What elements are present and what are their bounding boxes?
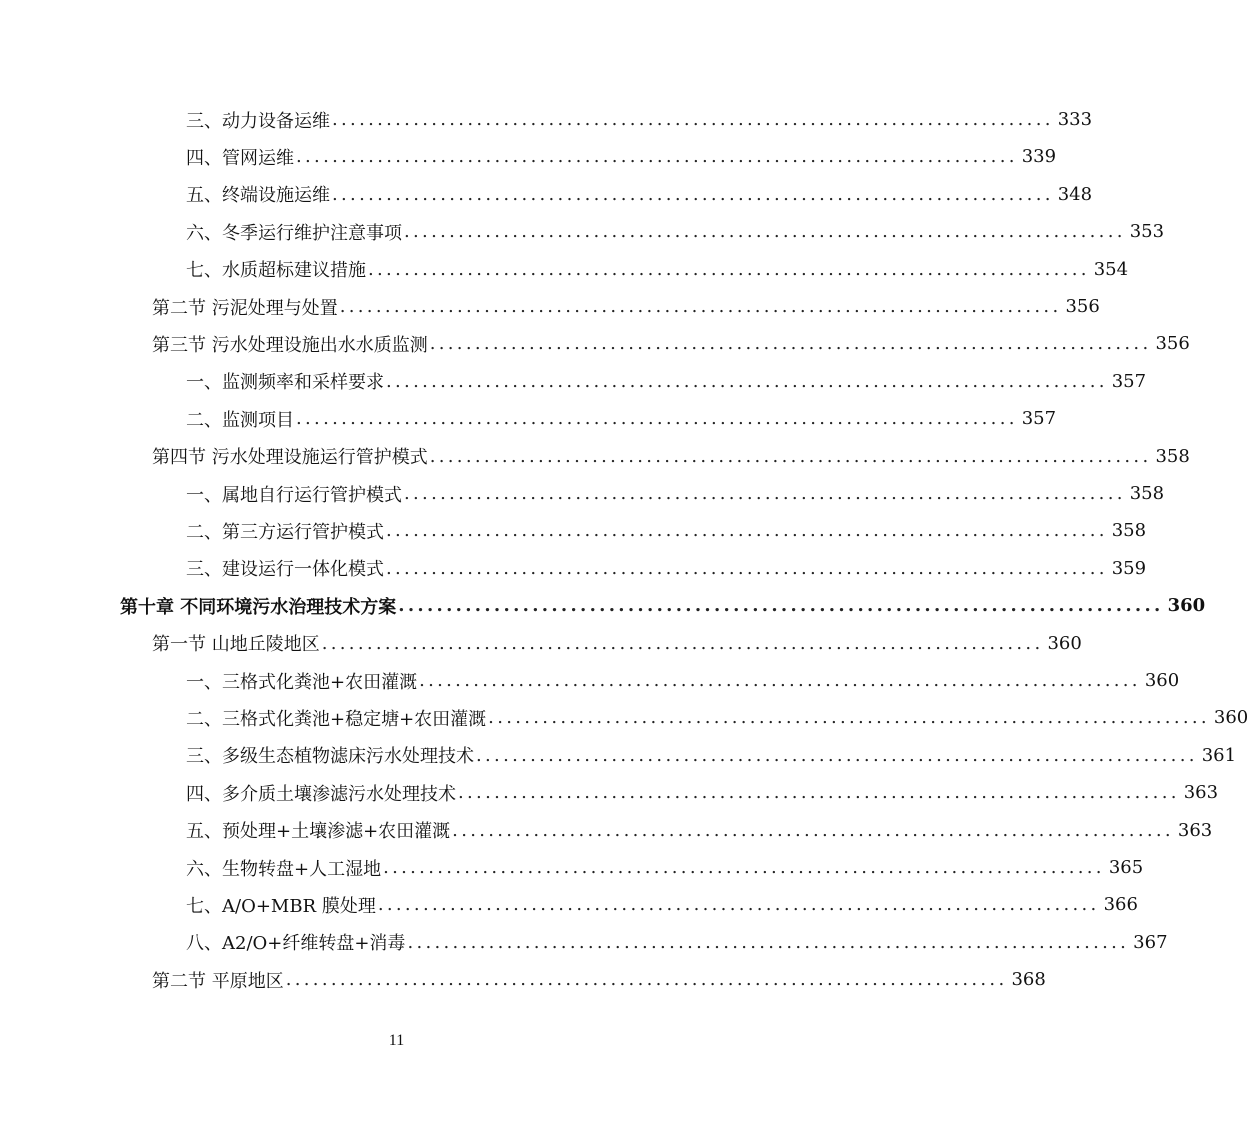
toc-entry[interactable] <box>152 961 1046 998</box>
dot-leader: ................................................................................ <box>407 931 1130 953</box>
dot-leader: ................................................................................ <box>377 894 1100 916</box>
dot-leader: ................................................................................ <box>386 557 1108 579</box>
toc-entry-title: 一、三格式化粪池+农田灌溉 <box>186 671 418 693</box>
toc-entry-page: 348 <box>1057 183 1093 205</box>
toc-entry-title: 八、A2/O+纤维转盘+消毒 <box>186 933 406 955</box>
toc-entry-title: 三、动力设备运维 <box>186 110 330 132</box>
dot-leader: ................................................................................ <box>332 109 1054 130</box>
toc-entry-page: 333 <box>1057 109 1093 130</box>
toc-entry[interactable] <box>186 475 1165 512</box>
toc-entry-page: 359 <box>1111 557 1147 579</box>
dot-leader: ................................................................................ <box>429 333 1152 355</box>
toc-entry-title: 七、A/O+MBR 膜处理 <box>186 895 376 917</box>
toc-entry[interactable] <box>152 625 1082 662</box>
toc-entry-page: 356 <box>1065 296 1100 317</box>
toc-entry[interactable] <box>186 213 1165 250</box>
toc-entry-page: 356 <box>1155 333 1190 355</box>
toc-entry[interactable] <box>186 251 1129 288</box>
toc-entry[interactable] <box>186 176 1093 213</box>
toc-entry[interactable] <box>186 662 1180 699</box>
toc-entry-title: 三、建设运行一体化模式 <box>186 559 384 581</box>
toc-entry-page: 368 <box>1011 969 1046 991</box>
toc-entry-page: 354 <box>1093 258 1129 280</box>
toc-entry[interactable] <box>152 438 1190 475</box>
toc-entry-page: 361 <box>1201 744 1237 766</box>
toc-entry[interactable] <box>120 587 1206 624</box>
toc-entry[interactable] <box>186 774 1219 811</box>
toc-entry[interactable] <box>186 849 1144 886</box>
toc-entry-page: 365 <box>1108 857 1144 878</box>
page-number: 11 <box>388 1032 405 1049</box>
dot-leader: ................................................................................ <box>285 969 1008 991</box>
toc-entry-title: 二、监测项目 <box>186 409 294 431</box>
toc-entry-page: 358 <box>1111 520 1147 542</box>
toc-entry-page: 360 <box>1213 707 1248 729</box>
toc-entry-page: 360 <box>1144 670 1180 691</box>
dot-leader: ................................................................................ <box>383 857 1105 878</box>
toc-entry-title: 第二节 平原地区 <box>152 970 284 992</box>
dot-leader: ................................................................................ <box>404 483 1126 504</box>
toc-entry-page: 357 <box>1111 370 1147 392</box>
dot-leader: ................................................................................ <box>404 221 1126 243</box>
toc-entry-title: 一、监测频率和采样要求 <box>186 372 384 394</box>
toc-entry-title: 第十章 不同环境污水治理技术方案 <box>120 596 397 618</box>
toc-entry[interactable] <box>186 138 1057 175</box>
dot-leader: ................................................................................ <box>398 595 1164 617</box>
dot-leader: ................................................................................ <box>488 707 1210 729</box>
toc-entry-title: 六、生物转盘+人工湿地 <box>186 858 382 880</box>
dot-leader: ................................................................................ <box>386 520 1108 542</box>
toc-entry[interactable] <box>186 737 1237 774</box>
toc-entry-title: 六、冬季运行维护注意事项 <box>186 222 402 244</box>
toc-entry[interactable] <box>186 400 1057 437</box>
toc-entry-page: 360 <box>1047 632 1082 654</box>
toc-entry[interactable] <box>186 550 1147 587</box>
dot-leader: ................................................................................ <box>332 183 1054 205</box>
toc-entry-page: 353 <box>1129 221 1165 243</box>
toc-entry-title: 四、管网运维 <box>186 147 294 169</box>
dot-leader: ................................................................................ <box>452 819 1174 841</box>
toc-entry-page: 358 <box>1129 483 1165 504</box>
toc-entry-title: 第二节 污泥处理与处置 <box>152 297 338 319</box>
toc-entry[interactable] <box>152 325 1190 362</box>
dot-leader: ................................................................................ <box>368 258 1090 280</box>
dot-leader: ................................................................................ <box>339 296 1062 317</box>
toc-entry[interactable] <box>186 886 1138 923</box>
toc-entry[interactable] <box>186 924 1168 961</box>
toc-entry[interactable] <box>186 512 1147 549</box>
toc-entry-page: 357 <box>1021 408 1057 430</box>
toc-entry-title: 第一节 山地丘陵地区 <box>152 634 320 656</box>
dot-leader: ................................................................................ <box>386 370 1108 392</box>
toc-entry-title: 四、多介质土壤渗滤污水处理技术 <box>186 783 456 805</box>
toc-entry-page: 367 <box>1133 931 1168 953</box>
toc-entry-page: 360 <box>1167 595 1206 617</box>
toc-entry-page: 363 <box>1183 782 1219 804</box>
toc-entry-title: 第三节 污水处理设施出水水质监测 <box>152 334 428 356</box>
toc-entry-page: 366 <box>1103 894 1138 916</box>
dot-leader: ................................................................................ <box>321 632 1044 654</box>
toc-entry-title: 一、属地自行运行管护模式 <box>186 484 402 506</box>
toc-entry-page: 358 <box>1155 445 1190 467</box>
toc-entry-title: 第四节 污水处理设施运行管护模式 <box>152 447 428 469</box>
toc-entry-title: 五、终端设施运维 <box>186 185 330 207</box>
toc-entry[interactable] <box>152 288 1100 325</box>
toc-entry[interactable] <box>186 812 1213 849</box>
toc-entry[interactable] <box>186 363 1147 400</box>
dot-leader: ................................................................................ <box>419 670 1141 691</box>
toc-entry-title: 五、预处理+土壤渗滤+农田灌溉 <box>186 821 451 843</box>
toc-entry-title: 三、多级生态植物滤床污水处理技术 <box>186 746 474 768</box>
toc-entry-title: 二、第三方运行管护模式 <box>186 521 384 543</box>
dot-leader: ................................................................................ <box>296 408 1018 430</box>
dot-leader: ................................................................................ <box>458 782 1180 804</box>
toc-entry-title: 二、三格式化粪池+稳定塘+农田灌溉 <box>186 708 487 730</box>
dot-leader: ................................................................................ <box>476 744 1198 766</box>
dot-leader: ................................................................................ <box>296 146 1018 168</box>
toc-entry[interactable] <box>186 699 1248 736</box>
toc-entry[interactable] <box>186 101 1093 138</box>
toc-entry-title: 七、水质超标建议措施 <box>186 260 366 282</box>
dot-leader: ................................................................................ <box>429 445 1152 467</box>
toc-entry-page: 339 <box>1021 146 1057 168</box>
toc-entry-page: 363 <box>1177 819 1213 841</box>
